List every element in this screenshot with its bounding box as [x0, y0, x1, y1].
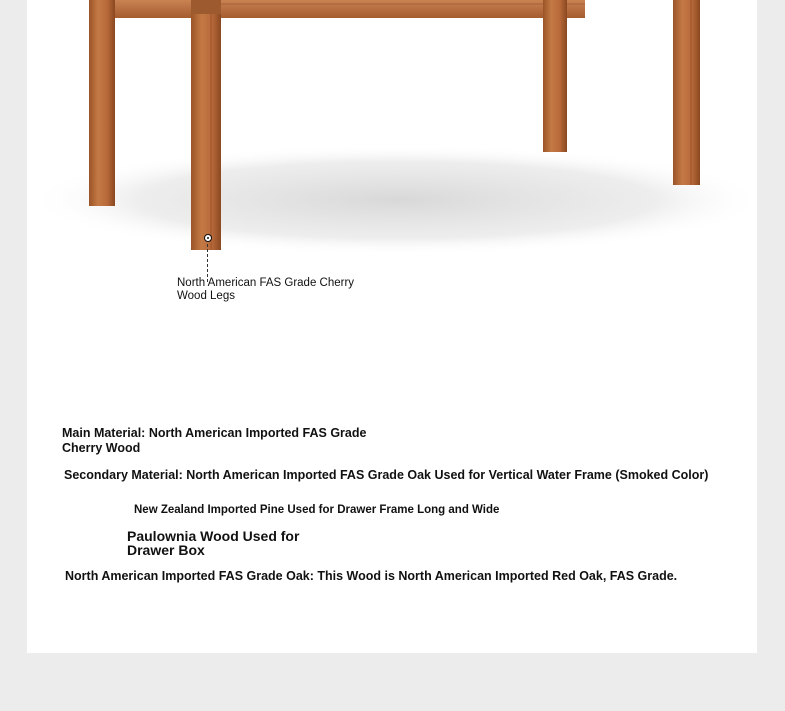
callout-label: North American FAS Grade Cherry Wood Legs — [177, 277, 355, 302]
front-left-leg — [191, 0, 221, 250]
front-right-leg — [673, 0, 700, 185]
spec-oak-note: North American Imported FAS Grade Oak: This Wood is North American Imported Red Oak, FAS Grade. — [65, 569, 678, 583]
floor-shadow — [27, 145, 757, 255]
spec-main-material: Main Material: North American Imported FAS Grade Cherry Wood — [62, 426, 367, 455]
spec-secondary-material: Secondary Material: North American Imported FAS Grade Oak Used for Vertical Water Frame (Smoked Color) — [64, 468, 709, 482]
callout-marker — [204, 234, 212, 242]
spec-paulownia: Paulownia Wood Used for Drawer Box — [127, 528, 300, 558]
desk-apron — [105, 0, 585, 18]
spec-pine: New Zealand Imported Pine Used for Drawer Frame Long and Wide — [134, 504, 500, 516]
product-image — [27, 0, 757, 320]
back-left-leg — [89, 0, 115, 206]
product-card — [27, 0, 757, 653]
back-right-leg — [543, 0, 567, 152]
